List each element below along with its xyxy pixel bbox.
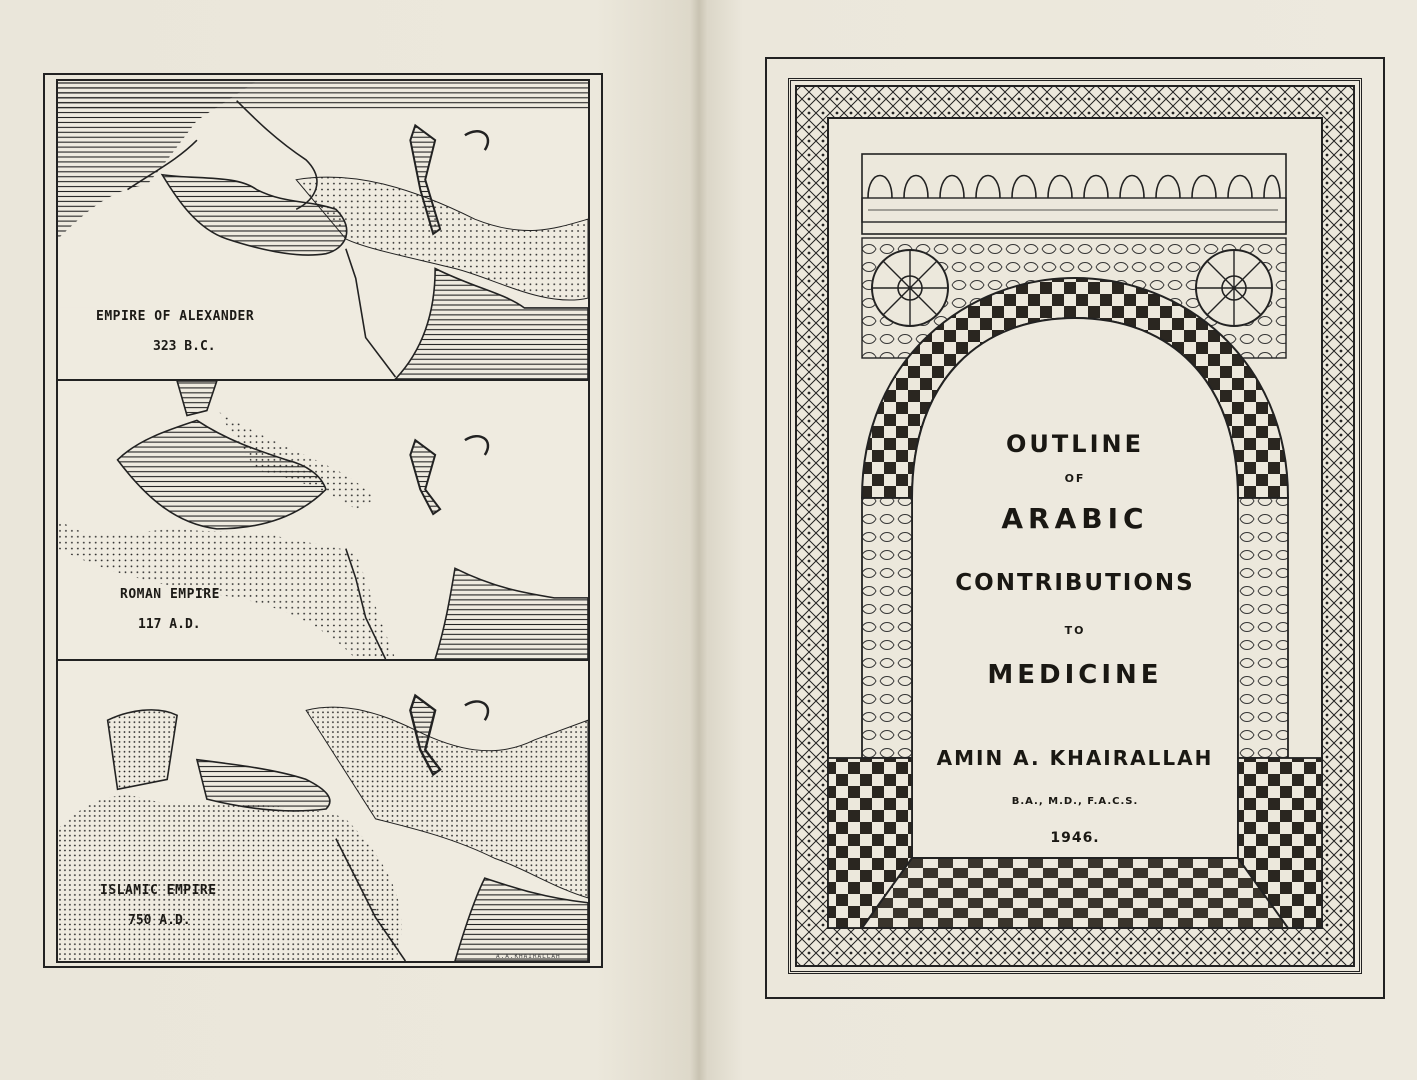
title-line-outline: OUTLINE [1006,430,1144,458]
map-alexander-drawing [58,81,588,379]
maps-container [56,79,590,963]
map-year-alexander: 323 B.C. [153,339,216,354]
map-year-islamic: 750 A.D. [128,913,191,928]
map-year-roman: 117 A.D. [138,617,201,632]
title-line-of: OF [1064,472,1086,485]
map-panel-alexander [56,79,590,381]
title-line-arabic: ARABIC [1001,502,1149,535]
title-line-to: TO [1064,624,1086,637]
cover-year: 1946. [1050,830,1100,846]
cover-title-block [788,78,1362,974]
title-line-contributions: CONTRIBUTIONS [955,570,1195,596]
map-title-alexander: EMPIRE OF ALEXANDER [96,309,255,324]
map-panel-islamic [56,659,590,963]
map-title-islamic: ISLAMIC EMPIRE [100,883,217,898]
cover-author: AMIN A. KHAIRALLAH [936,746,1214,770]
map-title-roman: ROMAN EMPIRE [120,587,220,602]
book-gutter [690,0,708,1080]
cover-degrees: B.A., M.D., F.A.C.S. [1011,796,1139,807]
title-line-medicine: MEDICINE [987,660,1163,690]
map-panel-roman [56,379,590,661]
map-signature: A.A.KHAIRALLAH [496,953,561,960]
